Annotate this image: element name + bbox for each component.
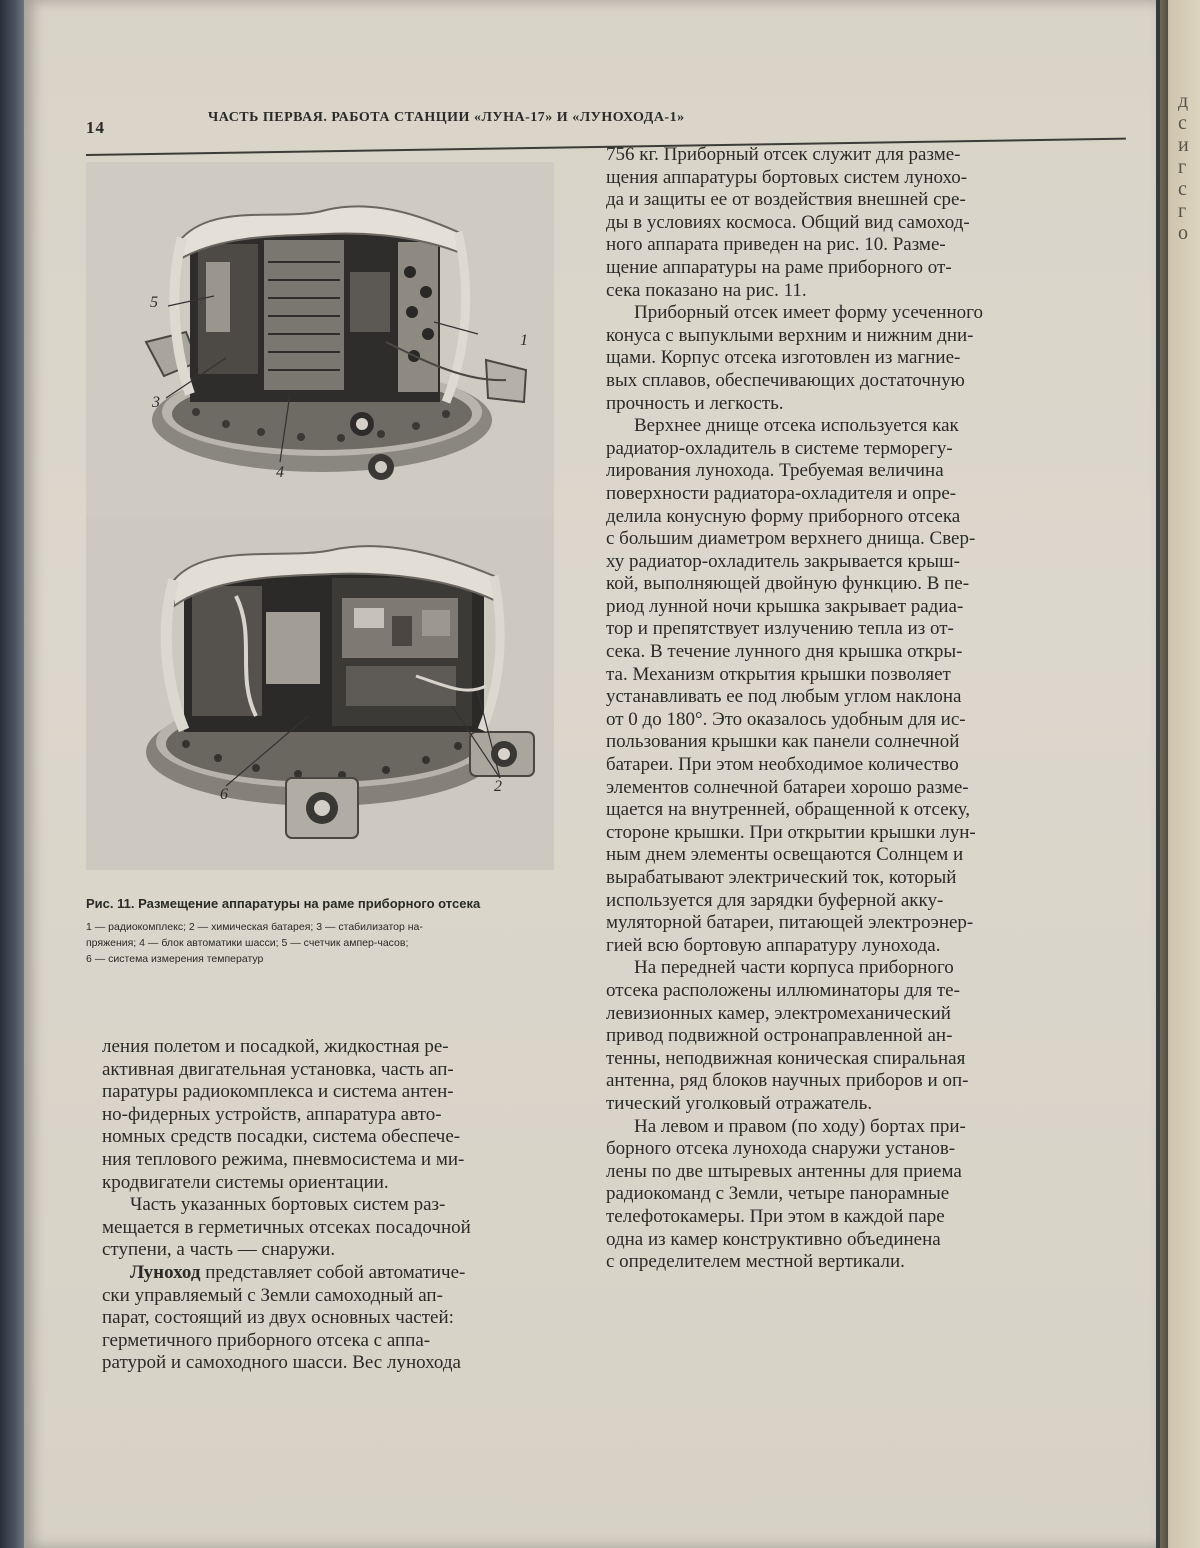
text-line: паратуры радиокомплекса и система антен-: [102, 1081, 454, 1103]
text-line: радиатор-охладитель в системе терморегу-: [606, 437, 953, 459]
text-line: щами. Корпус отсека изготовлен из магние-: [606, 347, 961, 369]
text-line: радиокоманд с Земли, четыре панорамные: [606, 1183, 950, 1205]
caption-title: Рис. 11. Размещение аппаратуры на раме приборного отсека: [86, 896, 481, 911]
text-column-right: [606, 144, 1106, 1274]
text-line: сека показано на рис. 11.: [606, 279, 807, 301]
text-line: ления полетом и посадкой, жидкостная ре-: [102, 1036, 449, 1057]
text-line: Верхнее днище отсека используется как: [634, 415, 959, 437]
figure-photo-bottom: [86, 516, 554, 870]
book-binding: [0, 0, 24, 1548]
book-page: [24, 0, 1156, 1548]
text-line: муляторной батареи, питающей электроэнер-: [606, 912, 974, 934]
text-line: конуса с выпуклыми верхним и нижним дни-: [606, 324, 974, 346]
text-line: сека. В течение лунного дня крышка откры-: [606, 641, 963, 663]
text-line: Приборный отсек имеет форму усеченного: [634, 302, 983, 324]
text-line: от 0 до 180°. Это оказалось удобным для ис-: [606, 708, 966, 730]
text-line: используется для зарядки буферной акку-: [606, 889, 944, 911]
figure-photo-top: [86, 162, 554, 516]
text-line: с большим диаметром верхнего днища. Свер-: [606, 528, 976, 550]
legend-line: 1 — радиокомплекс; 2 — химическая батарея; 3 — стабилизатор на-: [86, 921, 423, 933]
callout-label: 6: [220, 786, 228, 803]
text-line: одна из камер конструктивно объединена: [606, 1228, 941, 1250]
text-line: ступени, а часть — снаружи.: [102, 1239, 336, 1261]
running-title: ЧАСТЬ ПЕРВАЯ. РАБОТА СТАНЦИИ «ЛУНА-17» И «ЛУНОХОДА-1»: [208, 110, 685, 125]
text-line: вых сплавов, обеспечивающих достаточную: [606, 369, 965, 391]
text-line: ды в условиях космоса. Общий вид самоход-: [606, 211, 970, 233]
text-line: мещается в герметичных отсеках посадочной: [102, 1216, 471, 1238]
text-line: 756 кг. Приборный отсек служит для разме-: [606, 144, 961, 165]
text-line: тический уголковый отражатель.: [606, 1092, 873, 1114]
text-line: стороне крышки. При открытии крышки лун-: [606, 821, 976, 843]
text-line: [102, 1262, 582, 1285]
text-line: лирования лунохода. Требуемая величина: [606, 460, 944, 482]
text-line: ным днем элементы освещаются Солнцем и: [606, 844, 964, 866]
text-line: кродвигатели системы ориентации.: [102, 1171, 389, 1193]
text-line: номных средств посадки, система обеспече-: [102, 1126, 461, 1148]
text-line: прочность и легкость.: [606, 392, 784, 414]
text-line: да и защиты ее от воздействия внешней сре-: [606, 189, 966, 211]
text-line: тор и препятствует излучению тепла из от-: [606, 618, 954, 640]
text-line: элементов солнечной батареи хорошо разме-: [606, 776, 969, 798]
callout-label: 4: [276, 464, 284, 481]
text-line: левизионных камер, электромеханический: [606, 1002, 951, 1024]
legend-line: пряжения; 4 — блок автоматики шасси; 5 — счетчик ампер-часов;: [86, 937, 409, 949]
text-line: антенна, ряд блоков научных приборов и оп-: [606, 1070, 969, 1092]
text-line: лены по две штыревых антенны для приема: [606, 1160, 962, 1182]
text-column-left: [102, 1036, 582, 1375]
text-line: ния теплового режима, пневмосистема и ми-: [102, 1148, 465, 1170]
text-line: ратурой и самоходного шасси. Вес лунохода: [102, 1352, 461, 1374]
text-line: парат, состоящий из двух основных частей:: [102, 1307, 454, 1329]
caption-legend: [86, 919, 576, 967]
text-line: поверхности радиатора-охладителя и опре-: [606, 482, 957, 504]
text-line: устанавливать ее под любым углом наклона: [606, 686, 962, 708]
text-line: На передней части корпуса приборного: [634, 957, 954, 979]
text-line: На левом и правом (по ходу) бортах при-: [634, 1115, 966, 1137]
callout-label: 3: [152, 394, 160, 411]
text-line: но-фидерных устройств, аппаратура авто-: [102, 1103, 442, 1125]
text-line: кой, выполняющей двойную функцию. В пе-: [606, 573, 970, 595]
bold-term: Луноход: [130, 1261, 201, 1283]
text-line: ху радиатор-охладитель закрывается крыш-: [606, 550, 960, 572]
text-line: риод лунной ночи крышка закрывает радиа-: [606, 595, 964, 617]
text-line: телефотокамеры. При этом в каждой паре: [606, 1205, 945, 1227]
text-line: борного отсека лунохода снаружи установ-: [606, 1138, 956, 1160]
callout-label: 2: [494, 778, 502, 795]
text-line: батареи. При этом необходимое количество: [606, 754, 959, 776]
text-line: Часть указанных бортовых систем раз-: [130, 1194, 446, 1216]
callout-label: 1: [520, 332, 528, 349]
callout-label: 5: [150, 294, 158, 311]
text-line: отсека расположены иллюминаторы для те-: [606, 979, 960, 1001]
text-line: ного аппарата приведен на рис. 10. Разме-: [606, 234, 946, 256]
text-line: щение аппаратуры на раме приборного от-: [606, 256, 952, 278]
text-line: тенны, неподвижная коническая спиральная: [606, 1047, 966, 1069]
text-line: та. Механизм открытия крышки позволяет: [606, 663, 951, 685]
text-line: гией всю бортовую аппаратуру лунохода.: [606, 934, 941, 956]
text-line: с определителем местной вертикали.: [606, 1251, 905, 1273]
text-line: активная двигательная установка, часть ап-: [102, 1058, 454, 1080]
legend-line: 6 — система измерения температур: [86, 953, 264, 965]
text-line: привод подвижной остронаправленной ан-: [606, 1025, 953, 1047]
text-line: щается на внутренней, обращенной к отсеку,: [606, 799, 970, 821]
text-line: пользования крышки как панели солнечной: [606, 731, 960, 753]
text-line: герметичного приборного отсека с аппа-: [102, 1329, 431, 1351]
text-line: делила конусную форму приборного отсека: [606, 505, 961, 527]
adjacent-page-text: д с и г с г о: [1178, 90, 1189, 244]
figure-11: [86, 162, 554, 870]
text-line: ски управляемый с Земли самоходный ап-: [102, 1284, 443, 1306]
text-line-rest: представляет собой автоматиче-: [205, 1261, 466, 1283]
text-line: щения аппаратуры бортовых систем лунохо-: [606, 166, 968, 188]
page-number: 14: [86, 118, 105, 137]
figure-caption: [86, 896, 576, 967]
text-line: вырабатывают электрический ток, который: [606, 867, 957, 888]
